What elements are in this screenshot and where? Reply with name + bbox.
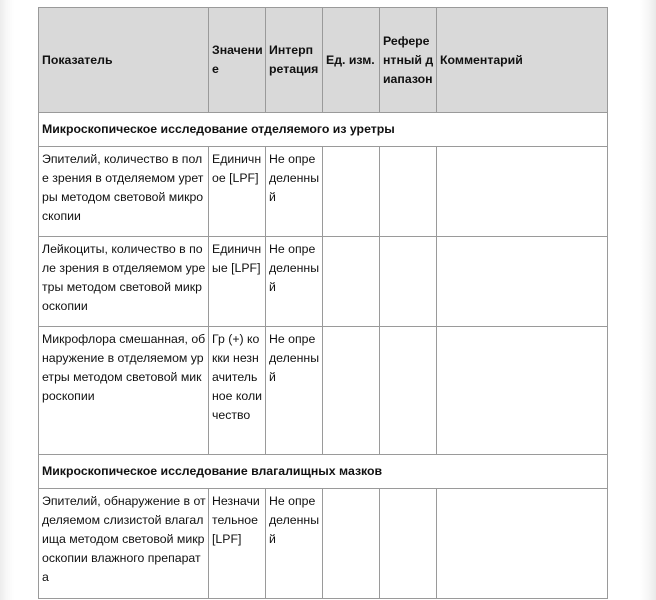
cell-parameter: Микрофлора смешанная, обнаружение в отделяемом уретры методом световой микроскопии [39,327,209,455]
cell-parameter: Эпителий, количество в поле зрения в отделяемом уретры методом световой микроскопии [39,147,209,237]
header-reference-range: Референтный диапазон [380,8,437,113]
cell-interpretation: Не определенный [266,327,323,455]
cell-value: Единичное [LPF] [209,147,266,237]
cell-comment [437,237,608,327]
cell-unit [323,147,380,237]
table-row [39,327,608,455]
cell-comment [437,147,608,237]
header-comment: Комментарий [437,8,608,113]
lab-results-table [38,7,608,599]
cell-value: Гр (+) кокки незначительное количество [209,327,266,455]
cell-unit [323,489,380,599]
cell-reference-range [380,489,437,599]
cell-interpretation: Не определенный [266,237,323,327]
cell-unit [323,327,380,455]
cell-parameter: Эпителий, обнаружение в отделяемом слизистой влагалища методом световой микроскопии влажного препарата [39,489,209,599]
table-row [39,237,608,327]
cell-interpretation: Не определенный [266,147,323,237]
cell-comment [437,489,608,599]
section-row [39,455,608,489]
header-value: Значение [209,8,266,113]
table-header-row [39,8,608,113]
section-title: Микроскопическое исследование влагалищных мазков [39,455,608,489]
header-interpretation: Интерпретация [266,8,323,113]
cell-value: Незначительное [LPF] [209,489,266,599]
cell-parameter: Лейкоциты, количество в поле зрения в отделяемом уретры методом световой микроскопии [39,237,209,327]
cell-value: Единичные [LPF] [209,237,266,327]
section-title: Микроскопическое исследование отделяемого из уретры [39,113,608,147]
section-row [39,113,608,147]
cell-unit [323,237,380,327]
cell-reference-range [380,327,437,455]
cell-reference-range [380,147,437,237]
table-row [39,489,608,599]
header-unit: Ед. изм. [323,8,380,113]
header-parameter: Показатель [39,8,209,113]
cell-interpretation: Не определенный [266,489,323,599]
cell-reference-range [380,237,437,327]
table-row [39,147,608,237]
cell-comment [437,327,608,455]
